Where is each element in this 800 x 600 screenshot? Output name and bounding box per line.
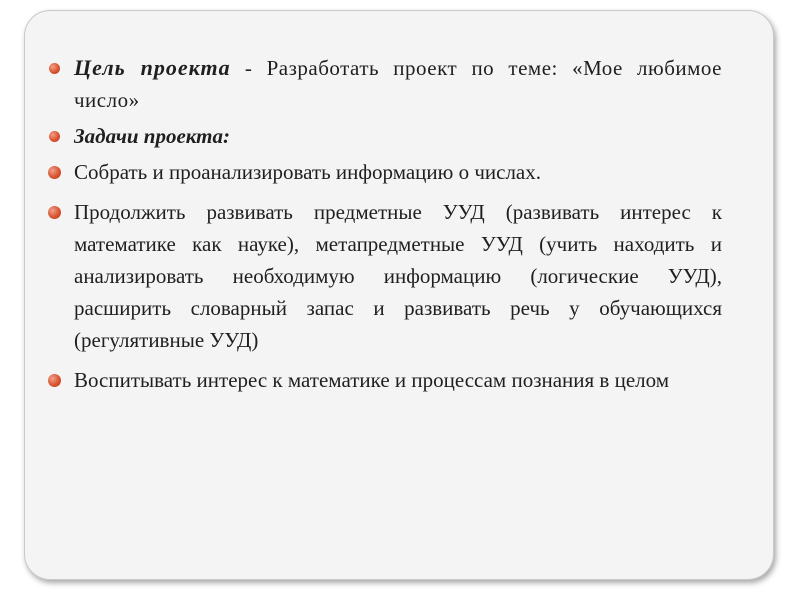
slide-content [46, 52, 722, 400]
bullet-icon [48, 166, 61, 179]
bullet-icon [49, 131, 60, 142]
task-item-develop [46, 196, 722, 356]
task-item-text: Продолжить развивать предметные УУД (развивать интерес к математике как науке), метапредметные УУД (учить находить и анализировать необходимую информацию (логические УУД), расширить словарный запас и развивать речь у обучающихся (регулятивные УУД) [74, 200, 722, 352]
goal-label: Цель проекта [74, 55, 231, 80]
tasks-heading: Задачи проекта: [74, 124, 230, 148]
goal-text: Разработать проект по теме: «Мое любимое число» [74, 56, 722, 112]
task-item-text: Воспитывать интерес к математике и процессам познания в целом [74, 368, 670, 392]
task-item-text: Собрать и проанализировать информацию о числах. [74, 160, 542, 184]
task-item-collect [46, 156, 722, 188]
project-goal [46, 52, 722, 116]
goal-separator: - [230, 56, 267, 80]
tasks-heading-item [46, 120, 722, 152]
task-item-foster [46, 364, 722, 396]
bullet-icon [48, 206, 61, 219]
bullet-icon [48, 374, 61, 387]
bullet-icon [49, 63, 60, 74]
